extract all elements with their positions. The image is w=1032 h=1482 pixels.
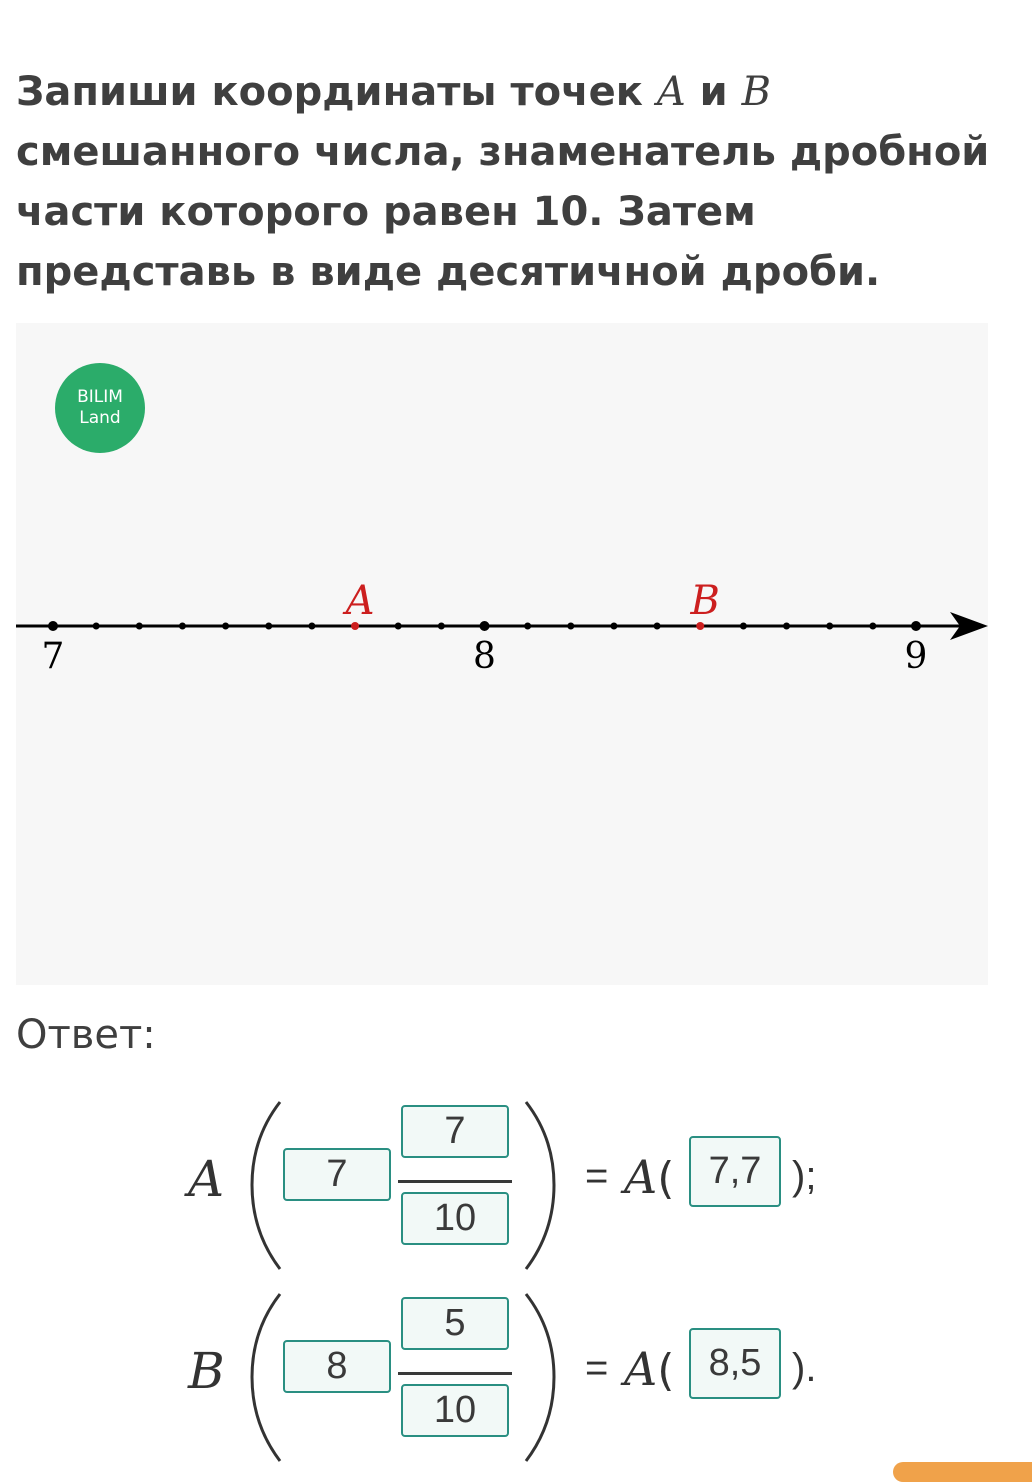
fraction-bar — [398, 1372, 512, 1375]
question-part3: смешанного числа, знаменатель дробной части которого равен 10. Затем представь в виде десятичной дроби. — [16, 129, 990, 295]
decimal-close-a: ); — [792, 1154, 817, 1198]
right-paren — [518, 1098, 558, 1273]
logo-line2: Land — [79, 408, 121, 428]
minor-tick-dot — [783, 623, 790, 630]
decimal-var-b: A — [624, 1342, 658, 1396]
minor-tick-dot — [395, 623, 402, 630]
minor-tick-dot — [826, 623, 833, 630]
whole-part-input-b[interactable]: 8 — [283, 1340, 391, 1393]
decimal-input-a[interactable]: 7,7 — [689, 1136, 781, 1207]
minor-tick-dot — [93, 623, 100, 630]
question-var-b: B — [741, 69, 772, 115]
question-var-a: A — [656, 69, 686, 115]
decimal-close-b: ). — [792, 1346, 817, 1390]
minor-tick-dot — [136, 623, 143, 630]
number-line-figure — [16, 323, 988, 985]
left-paren — [248, 1098, 288, 1273]
answer-row-a — [0, 1090, 1032, 1280]
left-paren — [248, 1290, 288, 1465]
question-part2: и — [685, 69, 742, 115]
tick-label: 7 — [41, 636, 65, 677]
whole-part-input-a[interactable]: 7 — [283, 1148, 391, 1201]
right-paren — [518, 1290, 558, 1465]
minor-tick-dot — [222, 623, 229, 630]
minor-tick-dot — [524, 623, 531, 630]
answer-row-b — [0, 1282, 1032, 1472]
major-tick-dot — [48, 621, 58, 631]
answer-point-b: B — [188, 1342, 225, 1400]
answer-label: Ответ: — [16, 1012, 156, 1058]
minor-tick-dot — [654, 623, 661, 630]
minor-tick-dot — [179, 623, 186, 630]
minor-tick-dot — [438, 623, 445, 630]
decimal-open: A( — [624, 1150, 675, 1204]
question-text — [16, 62, 1006, 302]
decimal-var-a: A — [624, 1150, 658, 1204]
minor-tick-dot — [869, 623, 876, 630]
tick-label: 8 — [473, 636, 496, 677]
point-b-label: B — [690, 578, 720, 624]
point-a-label: A — [345, 578, 375, 624]
answer-point-a: A — [188, 1150, 225, 1208]
numerator-input-b[interactable]: 5 — [401, 1297, 509, 1350]
numerator-input-a[interactable]: 7 — [401, 1105, 509, 1158]
tick-label: 9 — [904, 636, 928, 677]
major-tick-dot — [911, 621, 921, 631]
logo-line1: BILIM — [77, 387, 123, 407]
denominator-input-b[interactable]: 10 — [401, 1384, 509, 1437]
minor-tick-dot — [308, 623, 315, 630]
decimal-open: A( — [624, 1342, 675, 1396]
major-tick-dot — [480, 621, 490, 631]
next-button-edge[interactable] — [893, 1462, 1032, 1482]
denominator-input-a[interactable]: 10 — [401, 1192, 509, 1245]
decimal-input-b[interactable]: 8,5 — [689, 1328, 781, 1399]
minor-tick-dot — [740, 623, 747, 630]
equals-sign: = — [585, 1346, 609, 1390]
minor-tick-dot — [265, 623, 272, 630]
fraction-bar — [398, 1180, 512, 1183]
minor-tick-dot — [567, 623, 574, 630]
equals-sign: = — [585, 1154, 609, 1198]
number-line — [16, 323, 988, 985]
question-part1: Запиши координаты точек — [16, 69, 657, 115]
minor-tick-dot — [610, 623, 617, 630]
